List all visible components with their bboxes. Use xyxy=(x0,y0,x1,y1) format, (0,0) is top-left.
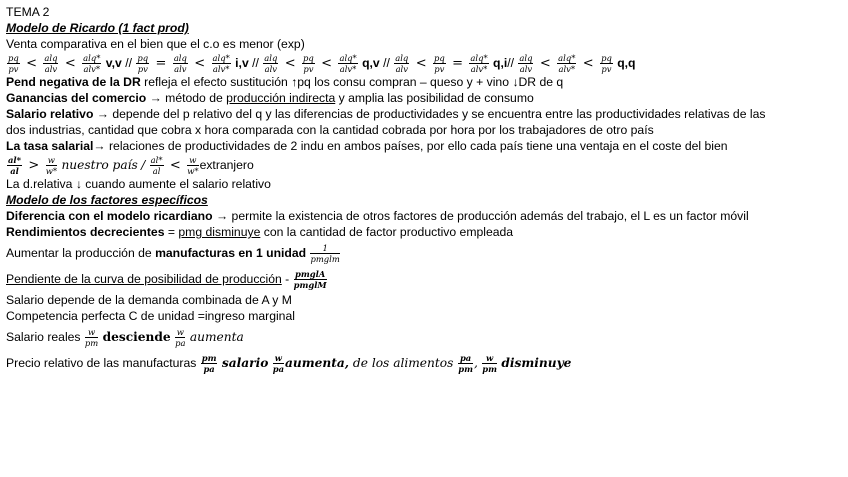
document-body xyxy=(6,4,842,376)
ganancias-text: → método de xyxy=(146,91,227,105)
produccion-indirecta-underlined: producción indirecta xyxy=(226,91,336,105)
comma: , xyxy=(473,356,478,370)
less-than: < xyxy=(415,56,427,71)
fraction-alq-alv: $\frac{\text{alq}}{\text{alv}}$ xyxy=(44,52,58,75)
salario-relativo-bold: Salario relativo xyxy=(6,107,94,121)
nuestro-pais-text: nuestro país xyxy=(61,158,138,172)
less-than: < xyxy=(582,56,594,71)
rendimientos-line xyxy=(6,224,842,240)
equals: = xyxy=(452,56,464,71)
aumentar-produccion-line xyxy=(6,240,842,266)
fraction-pq-pv: $\frac{pq}{pv}$ xyxy=(8,52,19,75)
rendimientos-bold: Rendimientos decrecientes xyxy=(6,225,165,239)
pendiente-curva-underlined: Pendiente de la curva de posibilidad de producción xyxy=(6,272,282,286)
fraction-pq-pv: $\frac{pq}{pv}$ xyxy=(137,52,149,75)
manufacturas-bold: manufacturas en 1 unidad xyxy=(155,246,307,260)
fraction-als-al: $\frac{al*}{al}$ xyxy=(8,154,21,177)
diferencia-line xyxy=(6,208,842,224)
fraction-alqs-alvs: $\frac{\text{alq*}}{\text{alv*}}$ xyxy=(212,52,230,75)
salario-relativo-line-2: dos industrias, cantidad que cobra x hora comparada con la cantidad cobrada por hora por los trabajadores de otro país xyxy=(6,123,654,137)
fraction-alq-alv: $\frac{\text{alq}}{\text{alv}}$ xyxy=(264,52,278,75)
competencia-line: Competencia perfecta C de unidad =ingreso marginal xyxy=(6,309,295,323)
aumentar-text: Aumentar la producción de xyxy=(6,246,156,260)
fraction-w-ws: $\frac{w}{w*}$ xyxy=(45,154,58,177)
fraction-w-pa: $\frac{w}{pa}$ xyxy=(175,326,186,349)
fraction-pm-pa: $\frac{pm}{pa}$ xyxy=(201,352,217,375)
separator: // xyxy=(383,56,390,70)
separator: // xyxy=(507,56,515,70)
aumenta-bold: aumenta, xyxy=(285,356,350,370)
case-label-qv: q,v xyxy=(362,56,380,70)
precio-relativo-text: Precio relativo de las manufacturas xyxy=(6,356,200,370)
doc-title: TEMA 2 xyxy=(6,5,50,19)
disminuye-bold: disminuye xyxy=(501,356,572,370)
demanda-relativa-line: La d.relativa ↓ cuando aumente el salario relativo xyxy=(6,177,271,191)
minus-sign: - xyxy=(281,272,290,286)
case-label-vv: v,v xyxy=(105,56,122,70)
case-label-iv: i,v xyxy=(235,56,249,70)
extranjero-text: extranjero xyxy=(199,158,254,172)
fraction-alq-alv: $\frac{\text{alq}}{\text{alv}}$ xyxy=(173,52,187,75)
tasa-salarial-text: → relaciones de productividades de 2 indu en ambos países, por ello cada país tiene una ventaja en el coste del bien xyxy=(93,139,728,153)
greater-than: > xyxy=(28,158,40,173)
fraction-als-al: $\frac{al*}{al}$ xyxy=(150,154,163,177)
venta-comparativa-text: Venta comparativa en el bien que el c.o es menor (exp) xyxy=(6,37,305,51)
salario-reales-text: Salario reales xyxy=(6,330,84,344)
salario-inequality-line xyxy=(6,154,842,176)
aumenta-text: aumenta xyxy=(189,330,244,344)
fraction-w-pm: $\frac{w}{pm}$ xyxy=(482,352,497,375)
desciende-bold: desciende xyxy=(102,330,171,344)
fraction-w-ws: $\frac{w}{w*}$ xyxy=(187,154,199,177)
tasa-salarial-line xyxy=(6,138,842,154)
fraction-1-pmglm: $\frac{1}{\text{pmglm}}$ xyxy=(310,242,340,265)
fraction-w-pa: $\frac{w}{pa}$ xyxy=(272,352,285,375)
less-than: < xyxy=(539,56,551,71)
diferencia-text: → permite la existencia de otros factores de producción además del trabajo, el L es un factor móvil xyxy=(212,209,749,223)
ricardo-equation-line xyxy=(6,52,842,74)
fraction-alqs-alvs: $\frac{\text{alq*}}{\text{alv*}}$ xyxy=(339,52,357,75)
tasa-salarial-bold: La tasa salarial xyxy=(6,139,94,153)
salario-bold: salario xyxy=(221,356,269,370)
fraction-pq-pv: $\frac{pq}{pv}$ xyxy=(303,52,314,75)
salario-relativo-line xyxy=(6,106,842,122)
section-heading-especificos: Modelo de los factores específicos xyxy=(6,193,208,207)
ganancias-text-end: y amplia las posibilidad de consumo xyxy=(335,91,534,105)
less-than: < xyxy=(64,56,76,71)
separator: // xyxy=(125,56,132,70)
diferencia-bold: Diferencia con el modelo ricardiano xyxy=(6,209,213,223)
pendiente-curva-line xyxy=(6,266,842,292)
fraction-pa-pm: $\frac{pa}{pm}$ xyxy=(458,352,473,375)
case-label-qi: q,i xyxy=(493,56,508,70)
less-than: < xyxy=(284,56,296,71)
less-than: < xyxy=(26,56,38,71)
pendiente-dr-line xyxy=(6,74,842,90)
rendimientos-text: con la cantidad de factor productivo empleada xyxy=(260,225,514,239)
fraction-pmgla-pmglm: $\frac{\text{pmglA}}{\text{pmglM}}$ xyxy=(293,268,327,291)
separator: // xyxy=(252,56,259,70)
salario-reales-line xyxy=(6,324,842,350)
alimentos-text: de los alimentos xyxy=(349,356,458,370)
rendimientos-eq: = xyxy=(164,225,179,239)
case-label-qq: q,q xyxy=(617,56,636,70)
pmg-disminuye-underlined: pmg disminuye xyxy=(178,225,261,239)
pendiente-dr-text: refleja el efecto sustitución ↑pq los consu compran – queso y + vino ↓DR de q xyxy=(140,75,564,89)
salario-depende-line: Salario depende de la demanda combinada de A y M xyxy=(6,293,292,307)
fraction-alqs-alvs: $\frac{\text{alq*}}{\text{alv*}}$ xyxy=(83,52,101,75)
fraction-alqs-alvs: $\frac{\text{alq*}}{\text{alv*}}$ xyxy=(558,52,576,75)
salario-relativo-text: → depende del p relativo del q y las diferencias de productividades y se encuentra entre las productividades relativas de las xyxy=(93,107,766,121)
section-heading-ricardo: Modelo de Ricardo (1 fact prod) xyxy=(6,21,189,35)
fraction-alqs-alvs: $\frac{\text{alq*}}{\text{alv*}}$ xyxy=(470,52,488,75)
less-than: < xyxy=(321,56,333,71)
ganancias-line xyxy=(6,90,842,106)
fraction-pq-pv: $\frac{pq}{pv}$ xyxy=(433,52,445,75)
pendiente-dr-bold: Pend negativa de la DR xyxy=(6,75,141,89)
less-than: < xyxy=(194,56,206,71)
ganancias-bold: Ganancias del comercio xyxy=(6,91,147,105)
less-than: < xyxy=(169,158,181,173)
equals: = xyxy=(155,56,167,71)
fraction-w-pm: $\frac{w}{pm}$ xyxy=(84,326,99,349)
fraction-alq-alv: $\frac{\text{alq}}{\text{alv}}$ xyxy=(395,52,409,75)
precio-relativo-line xyxy=(6,350,842,376)
fraction-alq-alv: $\frac{\text{alq}}{\text{alv}}$ xyxy=(519,52,533,75)
fraction-pq-pv: $\frac{pq}{pv}$ xyxy=(601,52,612,75)
separator: / xyxy=(141,158,146,172)
